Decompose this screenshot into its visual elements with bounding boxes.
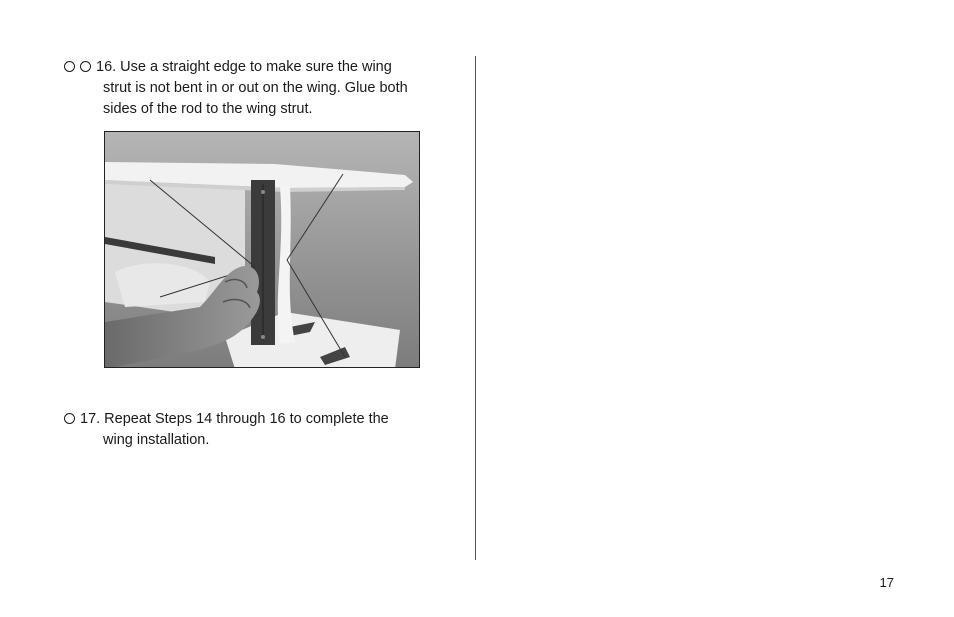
step-16-line-1: 16. Use a straight edge to make sure the wing — [64, 57, 408, 78]
checkbox-circle-icon[interactable] — [80, 61, 91, 72]
checkbox-circle-icon[interactable] — [64, 61, 75, 72]
step-17-line-1: 17. Repeat Steps 14 through 16 to complete the — [64, 409, 389, 430]
step-16 — [64, 57, 408, 120]
step-16-line-3: sides of the rod to the wing strut. — [103, 101, 313, 117]
step-17 — [64, 409, 389, 451]
checkbox-circle-icon[interactable] — [64, 413, 75, 424]
step-17-line-2: wing installation. — [103, 432, 210, 448]
wing-strut-photo — [104, 131, 420, 368]
step-16-line-2: strut is not bent in or out on the wing. Glue both — [103, 80, 408, 96]
column-divider — [475, 56, 476, 560]
page-number: 17 — [879, 575, 894, 590]
